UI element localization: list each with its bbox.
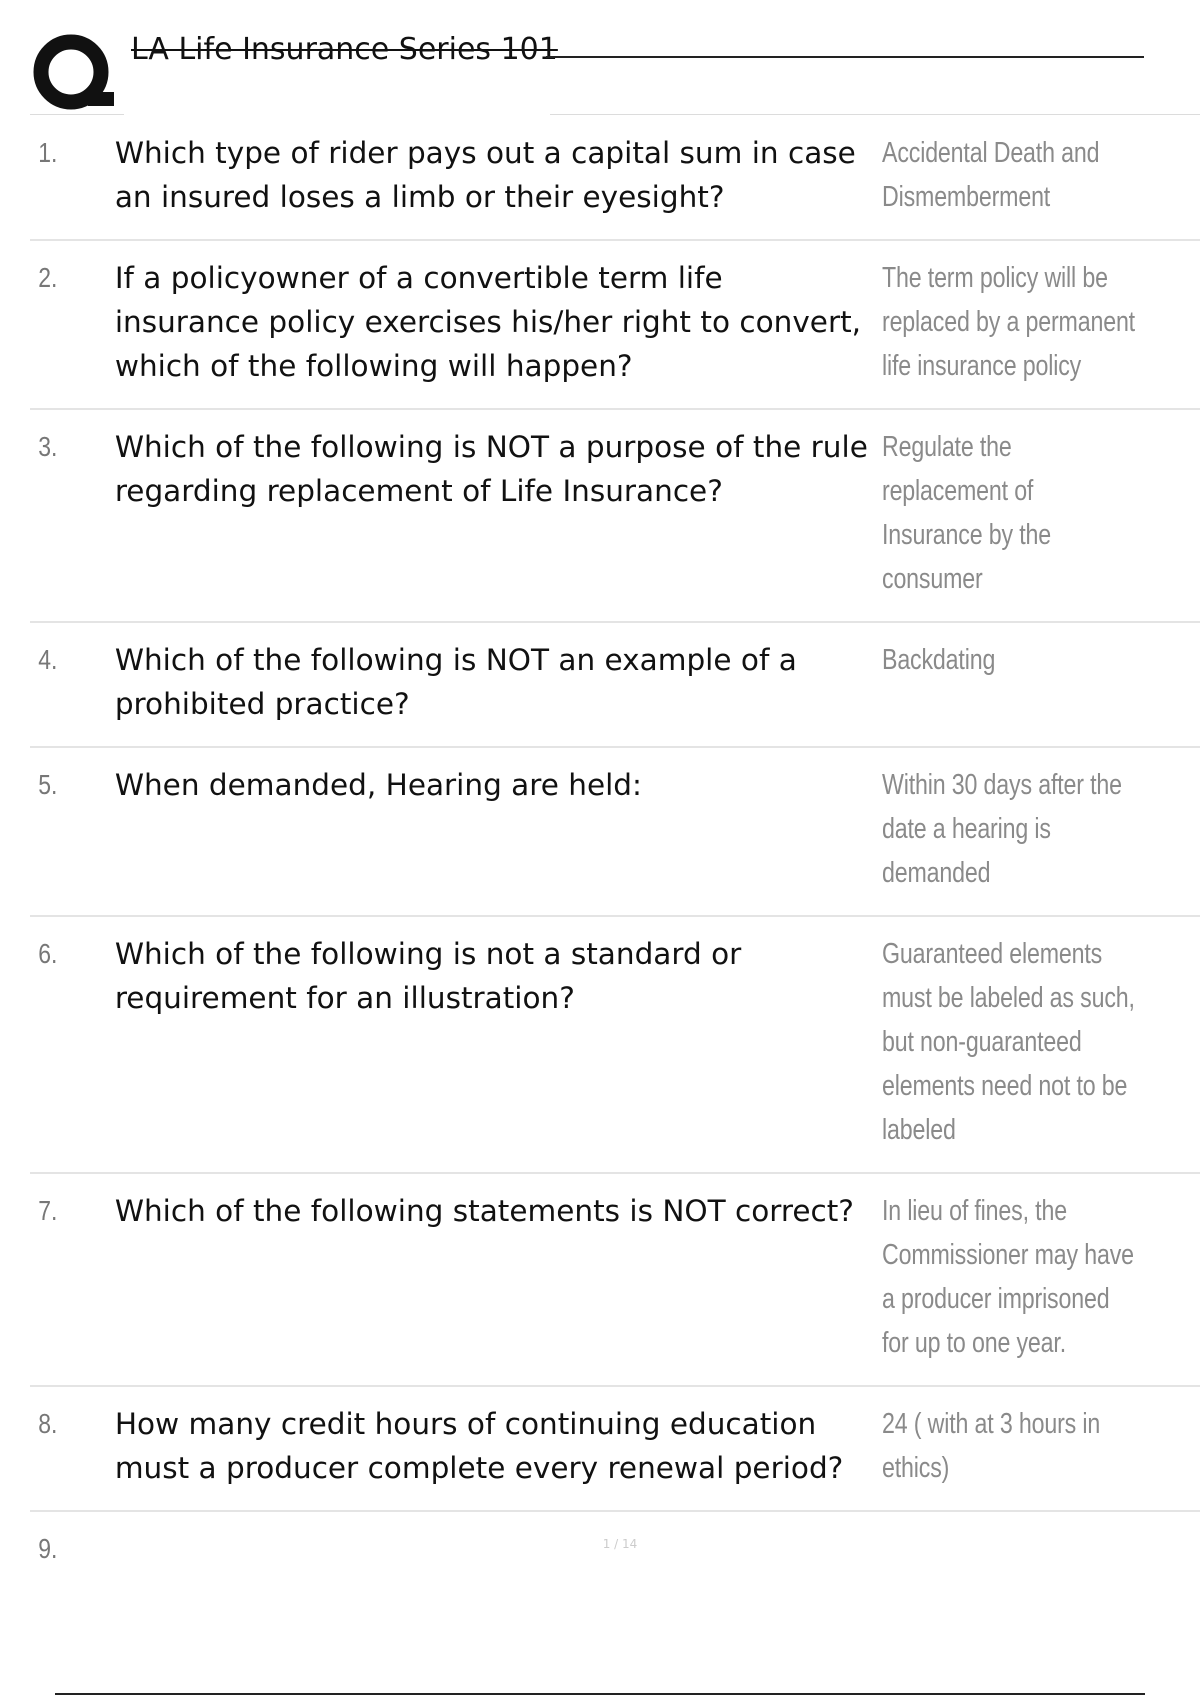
card-number: 3. xyxy=(38,431,58,462)
card-answer: Guaranteed elements must be labeled as such, but non-guaranteed elements need not to be labeled xyxy=(882,938,1135,1146)
card-answer: Accidental Death and Dismemberment xyxy=(882,137,1100,213)
card-number: 6. xyxy=(38,938,58,969)
flashcard-row xyxy=(30,1512,1200,1591)
card-question: How many credit hours of continuing education must a producer complete every renewal period? xyxy=(114,1407,844,1485)
flashcard-row xyxy=(30,241,1200,410)
page-indicator: 1 / 14 xyxy=(602,1537,638,1551)
card-question: When demanded, Hearing are held: xyxy=(114,768,642,802)
quizlet-q-logo-icon xyxy=(30,30,116,116)
flashcard-list xyxy=(30,116,1200,1591)
header-divider-right xyxy=(550,114,1200,115)
card-number: 5. xyxy=(38,769,58,800)
card-question: If a policyowner of a convertible term life insurance policy exercises his/her right to convert, which of the following will happen? xyxy=(114,261,862,383)
card-answer: 24 ( with at 3 hours in ethics) xyxy=(882,1408,1101,1484)
card-number: 1. xyxy=(38,137,58,168)
flashcard-row xyxy=(30,917,1200,1174)
card-answer: In lieu of fines, the Commissioner may have a producer imprisoned for up to one year. xyxy=(882,1195,1135,1359)
card-answer: Backdating xyxy=(882,644,996,676)
card-answer: Within 30 days after the date a hearing is demanded xyxy=(882,769,1122,889)
title-rule xyxy=(546,56,1144,58)
header-divider-left xyxy=(30,114,124,115)
card-number: 7. xyxy=(38,1195,58,1226)
card-number: 4. xyxy=(38,644,58,675)
flashcard-row xyxy=(30,748,1200,917)
flashcard-row xyxy=(30,1387,1200,1512)
card-answer: The term policy will be replaced by a permanent life insurance policy xyxy=(882,262,1136,382)
flashcard-row xyxy=(30,1174,1200,1387)
flashcard-row xyxy=(30,410,1200,623)
card-question: Which of the following is NOT a purpose of the rule regarding replacement of Life Insurance? xyxy=(114,430,868,508)
card-number: 9. xyxy=(38,1533,58,1564)
card-question: Which type of rider pays out a capital sum in case an insured loses a limb or their eyesight? xyxy=(114,136,856,214)
card-question: Which of the following is not a standard or requirement for an illustration? xyxy=(114,937,742,1015)
card-number: 2. xyxy=(38,262,58,293)
card-question: Which of the following is NOT an example of a prohibited practice? xyxy=(114,643,797,721)
flashcard-row xyxy=(30,623,1200,748)
card-number: 8. xyxy=(38,1408,58,1439)
document-title: LA Life Insurance Series 101 xyxy=(131,32,558,67)
card-question: Which of the following statements is NOT correct? xyxy=(114,1194,854,1228)
document-header xyxy=(0,0,1200,118)
footer-rule xyxy=(55,1693,1145,1695)
flashcard-row xyxy=(30,116,1200,241)
card-answer: Regulate the replacement of Insurance by the consumer xyxy=(882,431,1052,595)
